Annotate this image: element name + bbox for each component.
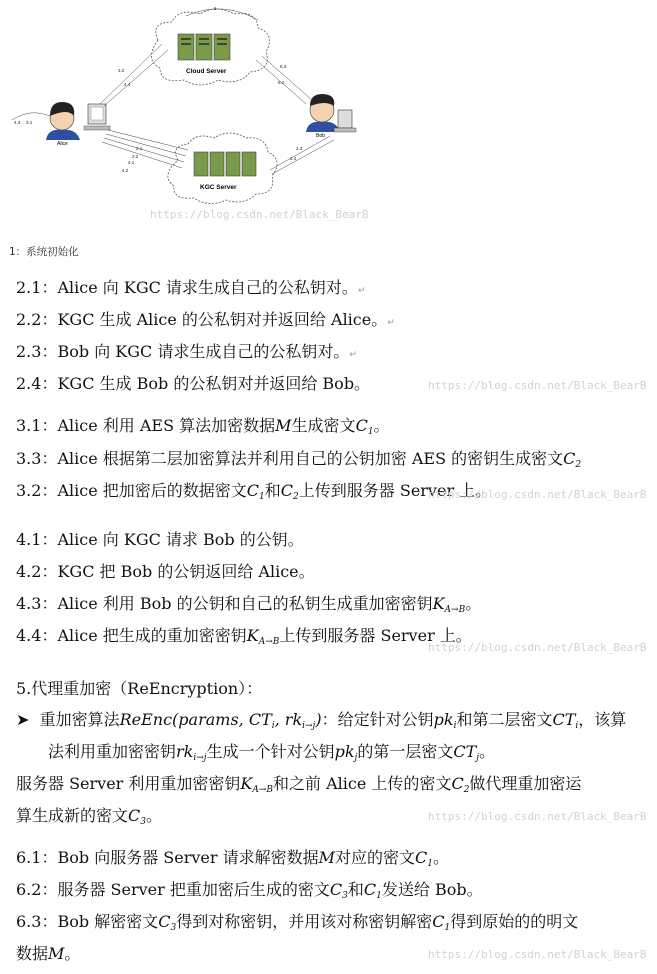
- step-5-bullet-line2: 法利用重加密密钥$rk_{i\to j}$生成一个针对公钥$pk_j$的第一层密文$CT_j$。: [48, 742, 496, 763]
- bob-label: Bob: [316, 133, 325, 139]
- watermark: https://blog.csdn.net/Black_BearB: [150, 208, 369, 221]
- step-2-2: 2.2：KGC 生成 Alice 的公私钥对并返回给 Alice。↵: [16, 310, 395, 329]
- step-6-3-line1: 6.3：Bob 解密密文$C_3$得到对称密钥，并用该对称密钥解密$C_1$得到原始的的明文: [16, 912, 579, 933]
- step-5-bullet-line1: ➤ 重加密算法ReEnc(params, $CT_i$, $rk_{i\to j}$)：给定针对公钥$pk_i$和第二层密文$CT_i$，该算: [16, 710, 627, 731]
- watermark: https://blog.csdn.net/Black_BearB: [428, 488, 647, 501]
- edge-label-3-2: 3.2: [118, 68, 125, 73]
- bullet-arrow-icon: ➤: [16, 710, 30, 729]
- edge-label-4-3: 4.3: [14, 120, 21, 125]
- edge-label-4-1: 4.1: [128, 160, 135, 165]
- bob-figure: [306, 94, 356, 132]
- watermark: https://blog.csdn.net/Black_BearB: [428, 379, 647, 392]
- edge-label-6-3: 6.3: [280, 64, 287, 69]
- architecture-diagram: [0, 0, 390, 228]
- edge-label-5: 5: [214, 6, 217, 11]
- step-4-3: 4.3：Alice 利用 Bob 的公钥和自己的私钥生成重加密密钥$K_{A\to B}$。: [16, 594, 482, 615]
- step-2-1: 2.1：Alice 向 KGC 请求生成自己的公私钥对。↵: [16, 278, 366, 297]
- edge-label-3-1: 3.1: [26, 120, 33, 125]
- step-4-1: 4.1：Alice 向 KGC 请求 Bob 的公钥。: [16, 530, 304, 549]
- edge-label-2-1: 2.1: [136, 146, 143, 151]
- watermark: https://blog.csdn.net/Black_BearB: [428, 810, 647, 823]
- step-6-3-line2: 数据M。: [16, 944, 81, 963]
- alice-label: Alice: [57, 141, 68, 147]
- section1-title: 1：系统初始化: [9, 246, 79, 258]
- kgc-server-cloud: [168, 133, 277, 204]
- step-2-4: 2.4：KGC 生成 Bob 的公私钥对并返回给 Bob。: [16, 374, 371, 393]
- edge-label-2-4: 2.4: [290, 156, 297, 161]
- step-6-1: 6.1：Bob 向服务器 Server 请求解密数据M对应的密文$C_1$。: [16, 848, 450, 869]
- step-3-1: 3.1：Alice 利用 AES 算法加密数据M生成密文$C_1$。: [16, 416, 390, 437]
- watermark: https://blog.csdn.net/Black_BearB: [428, 641, 647, 654]
- step-4-2: 4.2：KGC 把 Bob 的公钥返回给 Alice。: [16, 562, 315, 581]
- edge-label-4-4: 4.4: [124, 82, 131, 87]
- step-5-para-line1: 服务器 Server 利用重加密密钥$K_{A\to B}$和之前 Alice 上传的密文$C_2$做代理重加密运: [16, 774, 582, 795]
- step-3-2: 3.2：Alice 把加密后的数据密文$C_1$和$C_2$上传到服务器 Server 上。: [16, 481, 492, 502]
- edge-label-4-2: 4.2: [122, 168, 129, 173]
- watermark: https://blog.csdn.net/Black_BearB: [428, 948, 647, 961]
- alice-figure: [46, 102, 110, 140]
- step-4-4: 4.4：Alice 把生成的重加密密钥$K_{A\to B}$上传到服务器 Server 上。: [16, 626, 472, 647]
- edge-label-2-2: 2.2: [132, 154, 139, 159]
- cloud-server-label: Cloud Server: [186, 68, 227, 75]
- step-5-title: 5.代理重加密（ReEncryption）：: [16, 679, 263, 698]
- edge-label-6-2: 6.2: [278, 80, 285, 85]
- step-6-2: 6.2：服务器 Server 把重加密后生成的密文$C_3$和$C_1$发送给 Bob。: [16, 880, 483, 901]
- kgc-server-label: KGC Server: [200, 184, 237, 191]
- step-3-3: 3.3：Alice 根据第二层加密算法并利用自己的公钥加密 AES 的密钥生成密文$C_2$: [16, 449, 582, 470]
- step-2-3: 2.3：Bob 向 KGC 请求生成自己的公私钥对。↵: [16, 342, 357, 361]
- step-5-para-line2: 算生成新的密文$C_3$。: [16, 806, 163, 827]
- edge-label-2-3: 2.3: [296, 146, 303, 151]
